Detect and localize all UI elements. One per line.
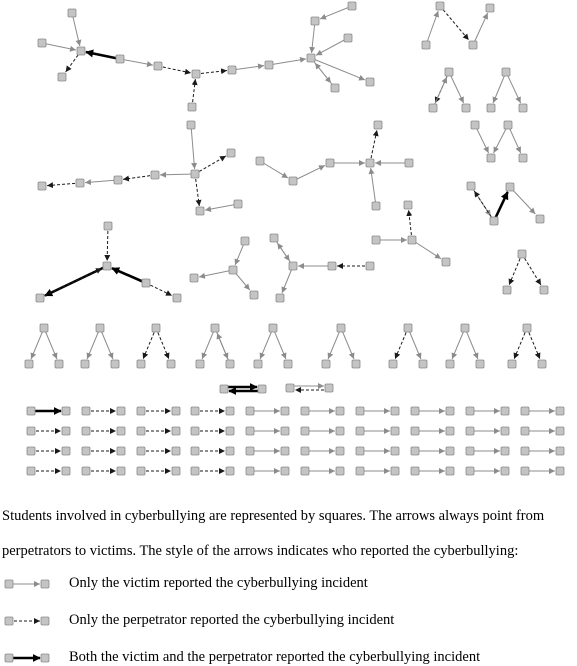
student-node xyxy=(172,427,180,435)
student-node xyxy=(250,291,258,299)
student-node xyxy=(196,207,204,215)
student-node xyxy=(356,447,364,455)
edge-perpetrator-report xyxy=(474,191,494,221)
student-node xyxy=(476,360,484,368)
edge-perpetrator-report xyxy=(527,328,540,359)
student-node xyxy=(301,467,309,475)
edge-perpetrator-report xyxy=(123,175,155,179)
student-node xyxy=(462,104,470,112)
edge-victim-report xyxy=(312,21,315,53)
student-node xyxy=(167,360,175,368)
student-node xyxy=(389,360,397,368)
student-node xyxy=(366,262,374,270)
edge-perpetrator-report xyxy=(440,6,469,40)
student-node xyxy=(117,467,125,475)
student-node xyxy=(117,447,125,455)
student-node xyxy=(151,171,159,179)
student-node xyxy=(331,84,339,92)
student-node xyxy=(228,66,236,74)
edge-perpetrator-report xyxy=(195,174,199,206)
student-node xyxy=(62,407,70,415)
student-node xyxy=(411,447,419,455)
student-node xyxy=(27,447,35,455)
student-node xyxy=(446,407,454,415)
student-node xyxy=(27,407,35,415)
student-node xyxy=(336,447,344,455)
student-node xyxy=(265,61,273,69)
student-node xyxy=(344,34,352,42)
student-node xyxy=(442,258,450,266)
legend-label-both: Both the victim and the perpetrator reported the cyberbullying incident xyxy=(69,649,481,665)
student-node xyxy=(404,201,412,209)
student-node xyxy=(137,447,145,455)
student-node xyxy=(326,159,334,167)
edge-victim-report xyxy=(205,204,238,210)
edge-victim-report xyxy=(328,328,341,359)
student-node xyxy=(246,407,254,415)
student-node xyxy=(226,447,234,455)
student-node xyxy=(405,159,413,167)
edge-victim-report xyxy=(100,328,113,359)
student-node xyxy=(301,427,309,435)
student-node xyxy=(191,170,199,178)
student-node xyxy=(356,427,364,435)
student-node xyxy=(172,467,180,475)
student-node xyxy=(538,360,546,368)
edge-victim-report xyxy=(42,43,76,50)
student-node xyxy=(68,9,76,17)
legend-item-both xyxy=(0,648,577,666)
student-node xyxy=(311,17,319,25)
student-node xyxy=(152,324,160,332)
student-node xyxy=(372,202,380,210)
edge-perpetrator-report xyxy=(195,156,226,174)
student-node xyxy=(25,360,33,368)
student-node xyxy=(289,262,297,270)
legend-node xyxy=(41,617,49,625)
student-node xyxy=(466,407,474,415)
student-node xyxy=(196,360,204,368)
student-node xyxy=(77,47,85,55)
student-node xyxy=(446,447,454,455)
edge-victim-report xyxy=(85,180,118,183)
edge-perpetrator-report xyxy=(509,254,522,285)
student-node xyxy=(27,427,35,435)
student-node xyxy=(404,324,412,332)
student-node xyxy=(172,447,180,455)
student-node xyxy=(391,407,399,415)
student-node xyxy=(446,427,454,435)
student-node xyxy=(471,121,479,129)
student-node xyxy=(62,447,70,455)
edge-victim-report xyxy=(465,328,478,359)
student-node xyxy=(469,41,477,49)
student-node xyxy=(352,360,360,368)
edge-perpetrator-report xyxy=(514,328,527,359)
student-node xyxy=(411,467,419,475)
legend-label-victim: Only the victim reported the cyberbullying incident xyxy=(69,575,368,591)
student-node xyxy=(82,447,90,455)
student-node xyxy=(82,467,90,475)
legend-node xyxy=(41,654,49,662)
edge-victim-report xyxy=(311,58,365,80)
student-node xyxy=(269,324,277,332)
student-node xyxy=(38,182,46,190)
edge-perpetrator-report xyxy=(107,226,108,261)
student-node xyxy=(466,427,474,435)
student-node xyxy=(281,447,289,455)
student-node xyxy=(173,294,181,302)
edge-perpetrator-report xyxy=(196,71,227,74)
student-node xyxy=(76,179,84,187)
student-node xyxy=(556,447,564,455)
student-node xyxy=(58,73,66,81)
student-node xyxy=(506,183,514,191)
student-node xyxy=(372,236,380,244)
student-node xyxy=(226,467,234,475)
legend-swatch-perpetrator xyxy=(0,611,60,631)
legend-item-perpetrator xyxy=(0,611,577,631)
edge-victim-report xyxy=(44,328,57,359)
student-node xyxy=(137,427,145,435)
edge-victim-report xyxy=(31,328,44,359)
student-node xyxy=(226,427,234,435)
student-node xyxy=(328,262,336,270)
edge-victim-report xyxy=(232,66,264,70)
student-node xyxy=(356,467,364,475)
edge-both-report xyxy=(112,268,146,283)
student-node xyxy=(104,222,112,230)
student-node xyxy=(286,384,294,392)
edge-perpetrator-report xyxy=(158,66,191,73)
edge-victim-report xyxy=(371,168,376,206)
student-node xyxy=(82,427,90,435)
student-node xyxy=(246,447,254,455)
student-node xyxy=(137,360,145,368)
student-node xyxy=(411,407,419,415)
student-node xyxy=(142,279,150,287)
edge-victim-report xyxy=(426,11,438,45)
student-node xyxy=(408,236,416,244)
edge-victim-report xyxy=(341,328,354,359)
edge-victim-report xyxy=(87,328,100,359)
student-node xyxy=(256,157,264,165)
student-node xyxy=(322,360,330,368)
edge-victim-report xyxy=(320,6,352,19)
student-node xyxy=(301,447,309,455)
student-node xyxy=(229,266,237,274)
student-node xyxy=(446,360,454,368)
caption-line-2: perpetrators to victims. The style of the arrows indicates who reported the cyberbullying: xyxy=(2,543,519,559)
student-node xyxy=(40,324,48,332)
student-node xyxy=(114,176,122,184)
legend-label-perpetrator: Only the perpetrator reported the cyberbullying incident xyxy=(69,612,395,628)
legend-swatch-both xyxy=(0,648,60,666)
student-node xyxy=(191,467,199,475)
student-node xyxy=(154,62,162,70)
student-node xyxy=(191,447,199,455)
student-node xyxy=(191,407,199,415)
student-node xyxy=(284,360,292,368)
edge-victim-report xyxy=(493,72,506,103)
edge-victim-report xyxy=(452,328,465,359)
edge-victim-report xyxy=(191,125,195,169)
student-node xyxy=(254,360,262,368)
student-node xyxy=(556,467,564,475)
student-node xyxy=(518,250,526,258)
student-node xyxy=(356,407,364,415)
student-node xyxy=(521,407,529,415)
student-node xyxy=(501,427,509,435)
student-node xyxy=(501,447,509,455)
student-node xyxy=(419,360,427,368)
student-node xyxy=(111,360,119,368)
student-node xyxy=(486,4,494,12)
student-node xyxy=(192,70,200,78)
student-node xyxy=(270,234,278,242)
edge-victim-report xyxy=(316,38,348,55)
student-node xyxy=(523,324,531,332)
student-node xyxy=(234,200,242,208)
student-node xyxy=(241,237,249,245)
student-node xyxy=(411,427,419,435)
student-node xyxy=(246,427,254,435)
student-node xyxy=(501,467,509,475)
student-node xyxy=(391,467,399,475)
student-node xyxy=(521,447,529,455)
student-node xyxy=(137,407,145,415)
student-node xyxy=(281,467,289,475)
student-node xyxy=(289,177,297,185)
student-node xyxy=(27,467,35,475)
student-node xyxy=(188,103,196,111)
student-node xyxy=(504,121,512,129)
student-node xyxy=(436,2,444,10)
edge-victim-report xyxy=(433,77,447,108)
student-node xyxy=(281,407,289,415)
edge-victim-report xyxy=(120,59,153,65)
student-node xyxy=(220,385,228,393)
student-node xyxy=(301,407,309,415)
edge-victim-report xyxy=(408,328,421,359)
student-node xyxy=(391,447,399,455)
caption-line-1: Students involved in cyberbullying are represented by squares. The arrows always point from xyxy=(2,508,545,524)
edge-victim-report xyxy=(273,328,286,359)
edge-perpetrator-report xyxy=(47,183,80,186)
student-node xyxy=(307,54,315,62)
student-node xyxy=(187,121,195,129)
edge-victim-report xyxy=(449,72,464,103)
student-node xyxy=(117,407,125,415)
student-node xyxy=(81,360,89,368)
legend-node xyxy=(5,654,13,662)
student-node xyxy=(227,149,235,157)
student-node xyxy=(348,2,356,10)
student-node xyxy=(258,385,266,393)
student-node xyxy=(226,407,234,415)
student-node xyxy=(117,427,125,435)
edge-victim-report xyxy=(217,333,230,364)
student-node xyxy=(36,294,44,302)
student-node xyxy=(55,360,63,368)
student-node xyxy=(281,427,289,435)
student-node xyxy=(519,104,527,112)
student-node xyxy=(172,407,180,415)
edge-victim-report xyxy=(506,72,521,103)
edge-victim-report xyxy=(72,13,80,46)
legend-item-victim xyxy=(0,574,577,594)
student-node xyxy=(466,447,474,455)
edge-perpetrator-report xyxy=(522,254,541,285)
student-node xyxy=(508,360,516,368)
student-node xyxy=(422,41,430,49)
edge-victim-report xyxy=(269,59,306,65)
student-node xyxy=(536,215,544,223)
edge-perpetrator-report xyxy=(370,130,377,163)
student-node xyxy=(337,324,345,332)
legend-node xyxy=(5,617,13,625)
student-node xyxy=(503,286,511,294)
edge-victim-report xyxy=(473,13,488,45)
edge-both-report xyxy=(86,52,120,59)
student-node xyxy=(82,407,90,415)
student-node xyxy=(391,427,399,435)
student-node xyxy=(467,182,475,190)
student-node xyxy=(191,427,199,435)
student-node xyxy=(366,78,374,86)
student-node xyxy=(116,55,124,63)
student-node xyxy=(429,104,437,112)
student-node xyxy=(336,467,344,475)
student-node xyxy=(137,467,145,475)
edge-victim-report xyxy=(160,174,195,175)
student-node xyxy=(96,324,104,332)
student-node xyxy=(501,407,509,415)
edge-victim-report xyxy=(260,328,273,359)
student-node xyxy=(556,407,564,415)
student-node xyxy=(276,294,284,302)
student-node xyxy=(540,286,548,294)
legend-node xyxy=(41,580,49,588)
student-node xyxy=(246,467,254,475)
student-node xyxy=(446,467,454,475)
student-node xyxy=(38,39,46,47)
student-node xyxy=(487,104,495,112)
edge-victim-report xyxy=(202,328,215,359)
student-node xyxy=(487,154,495,162)
student-node xyxy=(366,159,374,167)
student-node xyxy=(190,274,198,282)
edge-perpetrator-report xyxy=(395,328,408,359)
student-node xyxy=(226,360,234,368)
student-node xyxy=(519,154,527,162)
legend-swatch-victim xyxy=(0,574,60,594)
student-node xyxy=(211,324,219,332)
edge-perpetrator-report xyxy=(156,328,169,359)
edge-victim-report xyxy=(293,165,325,181)
student-node xyxy=(62,427,70,435)
student-node xyxy=(521,427,529,435)
student-node xyxy=(336,407,344,415)
student-node xyxy=(374,121,382,129)
student-node xyxy=(336,427,344,435)
legend-node xyxy=(5,580,13,588)
student-node xyxy=(502,68,510,76)
student-node xyxy=(556,427,564,435)
student-node xyxy=(62,467,70,475)
student-node xyxy=(325,384,333,392)
edge-victim-report xyxy=(199,270,233,277)
student-node xyxy=(445,68,453,76)
student-node xyxy=(461,324,469,332)
student-node xyxy=(103,262,111,270)
edge-perpetrator-report xyxy=(409,210,412,240)
student-node xyxy=(521,467,529,475)
edge-perpetrator-report xyxy=(143,328,156,359)
student-node xyxy=(490,217,498,225)
student-node xyxy=(466,467,474,475)
